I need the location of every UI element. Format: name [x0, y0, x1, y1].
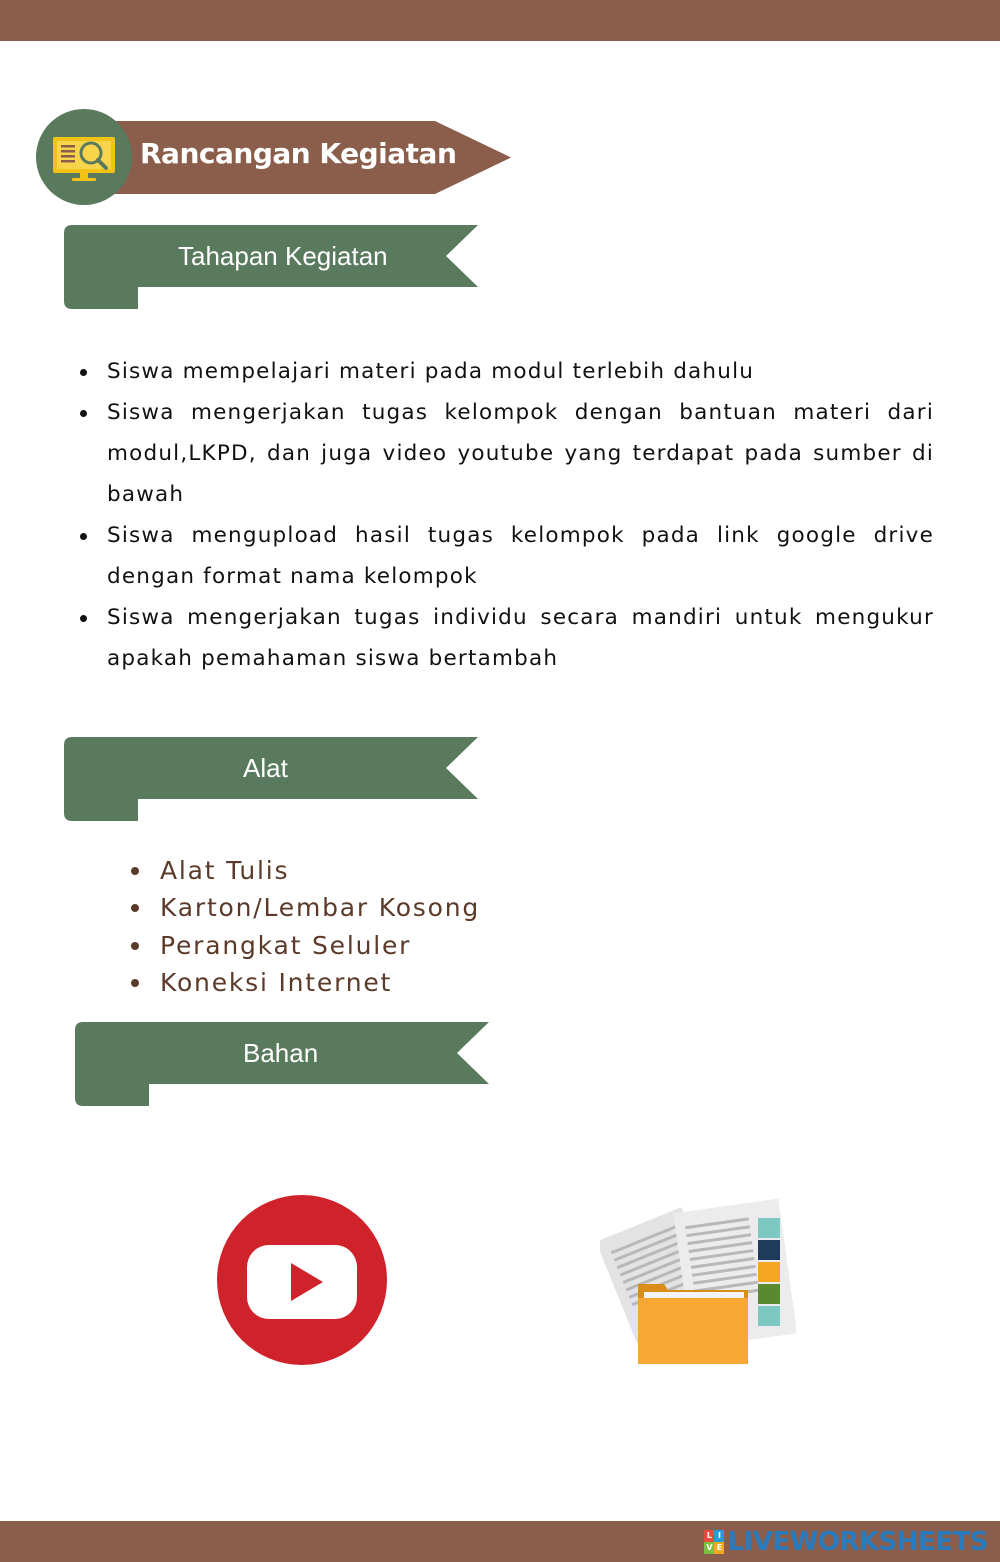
top-bar	[0, 0, 1000, 41]
page-title: Rancangan Kegiatan	[140, 137, 457, 170]
section-title-bahan: Bahan	[243, 1038, 319, 1068]
documents-folder-icon[interactable]	[600, 1192, 796, 1368]
list-item: Perangkat Seluler	[160, 927, 480, 964]
brand-mark-letter: L	[704, 1530, 714, 1542]
brand-mark-letter: V	[706, 1542, 713, 1552]
list-item: Karton/Lembar Kosong	[160, 889, 480, 926]
youtube-icon[interactable]	[217, 1195, 387, 1365]
list-item: Koneksi Internet	[160, 964, 480, 1001]
list-item: Siswa mengerjakan tugas kelompok dengan bantuan materi dari modul,LKPD, dan juga video youtube yang terdapat pada sumber di bawah	[107, 392, 934, 515]
brand-logo[interactable]	[704, 1521, 988, 1562]
section-ribbon-alat	[64, 737, 478, 821]
section-ribbon-bahan	[75, 1022, 489, 1106]
list-item: Siswa mempelajari materi pada modul terlebih dahulu	[107, 351, 934, 392]
list-item: Siswa mengerjakan tugas individu secara mandiri untuk mengukur apakah pemahaman siswa bertambah	[107, 597, 934, 679]
tools-list	[160, 852, 480, 1001]
list-item: Alat Tulis	[160, 852, 480, 889]
brand-mark-letter: E	[714, 1542, 724, 1554]
header-icon-badge	[36, 109, 132, 205]
list-item: Siswa mengupload hasil tugas kelompok pada link google drive dengan format nama kelompok	[107, 515, 934, 597]
activity-steps-list	[107, 351, 934, 679]
monitor-search-icon	[36, 109, 132, 205]
section-title-tahapan: Tahapan Kegiatan	[178, 241, 388, 271]
section-title-alat: Alat	[243, 753, 288, 783]
brand-name: LIVEWORKSHEETS	[727, 1526, 988, 1557]
brand-mark-icon	[704, 1530, 724, 1554]
section-ribbon-tahapan	[64, 225, 478, 309]
brand-mark-letter: I	[714, 1530, 724, 1542]
